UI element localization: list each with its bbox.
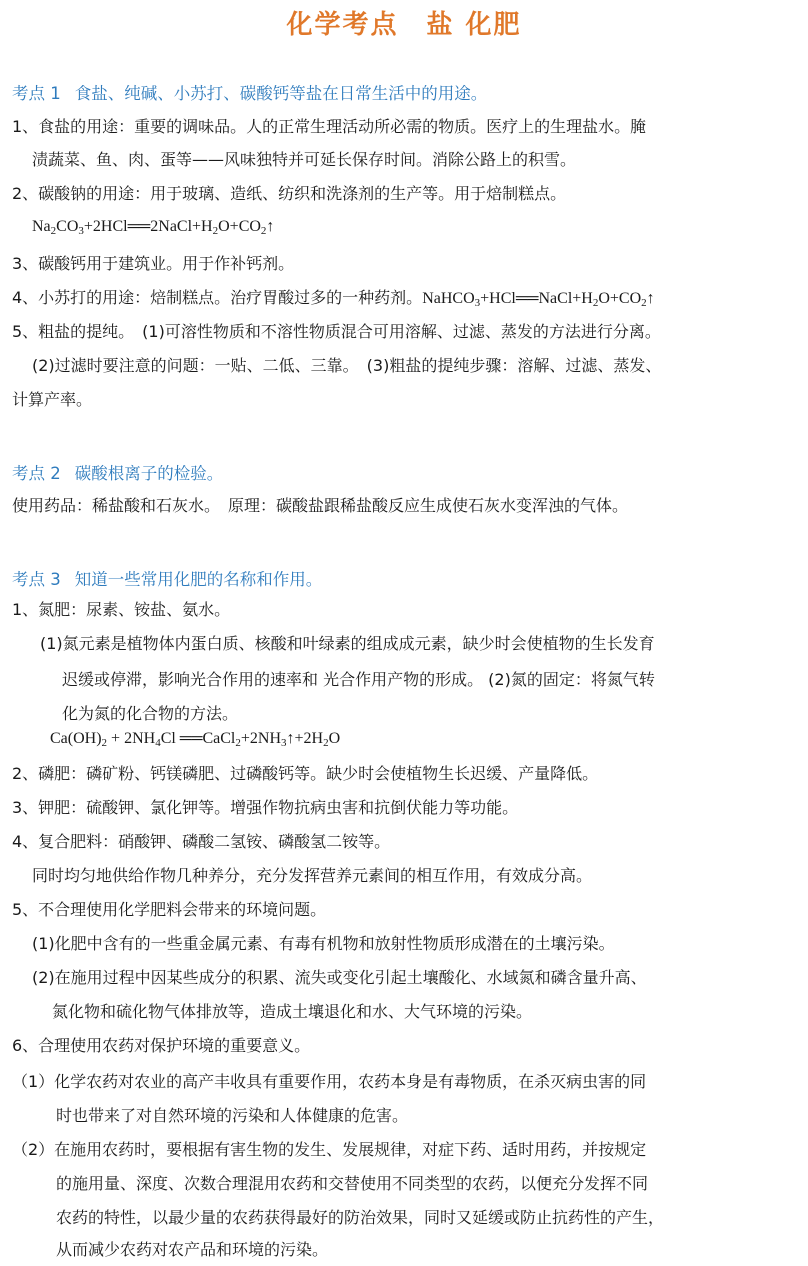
- section-heading-text: 碳酸根离子的检验。: [74, 464, 224, 483]
- text-line: 时也带来了对自然环境的污染和人体健康的危害。: [56, 1106, 409, 1125]
- text-line: 5、粗盐的提纯。 (1)可溶性物质和不溶性物质混合可用溶解、过滤、蒸发的方法进行分离。: [12, 322, 661, 341]
- text-line: (2)在施用过程中因某些成分的积累、流失或变化引起土壤酸化、水域氮和磷含量升高、: [32, 968, 647, 987]
- text-line: 5、不合理使用化学肥料会带来的环境问题。: [12, 900, 327, 919]
- text-line: 氮化物和硫化物气体排放等，造成土壤退化和水、大气环境的污染。: [52, 1002, 533, 1021]
- section-heading-1: [12, 80, 487, 104]
- text-line: 4、复合肥料：硝酸钾、磷酸二氢铵、磷酸氢二铵等。: [12, 832, 391, 851]
- text-line: （2）在施用农药时，要根据有害生物的发生、发展规律，对症下药、适时用药，并按规定: [12, 1140, 647, 1159]
- text-line: 同时均匀地供给作物几种养分，充分发挥营养元素间的相互作用，有效成分高。: [32, 866, 593, 885]
- page-title: [0, 4, 808, 41]
- text-line: 2、磷肥：磷矿粉、钙镁磷肥、过磷酸钙等。缺少时会使植物生长迟缓、产量降低。: [12, 764, 599, 783]
- text-line: [12, 288, 655, 309]
- text-line: 1、食盐的用途：重要的调味品。人的正常生理活动所必需的物质。医疗上的生理盐水。腌: [12, 117, 647, 136]
- chemical-equation: $NaHCO_3+HCl══NaCl+H_2O+CO_2↑$: [422, 290, 655, 309]
- text-line: 农药的特性，以最少量的农药获得最好的防治效果，同时又延缓或防止抗药性的产生，: [56, 1208, 665, 1227]
- chemical-equation: $Ca(OH)_2 + 2NH_4Cl$ $══CaCl_2+2NH_3↑+2H_2O$: [50, 730, 341, 749]
- title-part-1: 化学考点: [286, 10, 399, 40]
- text-line: 从而减少农药对农产品和环境的污染。: [56, 1240, 329, 1259]
- text-line: 渍蔬菜、鱼、肉、蛋等——风味独特并可延长保存时间。消除公路上的积雪。: [32, 150, 577, 169]
- text-line: (1)化肥中含有的一些重金属元素、有毒有机物和放射性物质形成潜在的土壤污染。: [32, 934, 615, 953]
- text-line: 1、氮肥：尿素、铵盐、氨水。: [12, 600, 231, 619]
- section-number: 考点 2: [12, 464, 61, 483]
- text-line: 的施用量、深度、次数合理混用农药和交替使用不同类型的农药，以便充分发挥不同: [56, 1174, 649, 1193]
- text-line: 使用药品：稀盐酸和石灰水。 原理：碳酸盐跟稀盐酸反应生成使石灰水变浑浊的气体。: [12, 496, 629, 515]
- text-line: 计算产率。: [12, 390, 93, 409]
- text-line: (1)氮元素是植物体内蛋白质、核酸和叶绿素的组成成元素，缺少时会使植物的生长发育: [40, 634, 655, 653]
- section-heading-text: 知道一些常用化肥的名称和作用。: [74, 570, 323, 589]
- text-line: （1）化学农药对农业的高产丰收具有重要作用，农药本身是有毒物质，在杀灭病虫害的同: [12, 1072, 647, 1091]
- text-line: 3、碳酸钙用于建筑业。用于作补钙剂。: [12, 254, 295, 273]
- section-number: 考点 3: [12, 570, 61, 589]
- section-heading-text: 食盐、纯碱、小苏打、碳酸钙等盐在日常生活中的用途。: [74, 84, 488, 103]
- text-line: 2、碳酸钠的用途：用于玻璃、造纸、纺织和洗涤剂的生产等。用于焙制糕点。: [12, 184, 567, 203]
- section-number: 考点 1: [12, 84, 61, 103]
- text-line: 迟缓或停滞，影响光合作用的速率和 光合作用产物的形成。 (2)氮的固定：将氮气转: [62, 670, 655, 689]
- text-line: 3、钾肥：硫酸钾、氯化钾等。增强作物抗病虫害和抗倒伏能力等功能。: [12, 798, 519, 817]
- section-heading-3: [12, 566, 322, 590]
- title-part-2: 盐 化肥: [426, 10, 522, 40]
- text-line: 6、合理使用农药对保护环境的重要意义。: [12, 1036, 311, 1055]
- section-heading-2: [12, 460, 223, 484]
- text-line: (2)过滤时要注意的问题：一贴、二低、三靠。 (3)粗盐的提纯步骤：溶解、过滤、蒸发、: [32, 356, 662, 375]
- text-segment: 4、小苏打的用途：焙制糕点。治疗胃酸过多的一种药剂。: [12, 288, 423, 307]
- text-line: 化为氮的化合物的方法。: [62, 704, 239, 723]
- chemical-equation: $Na_2CO_3+2HCl══2NaCl+H_2O+CO_2↑$: [32, 218, 275, 237]
